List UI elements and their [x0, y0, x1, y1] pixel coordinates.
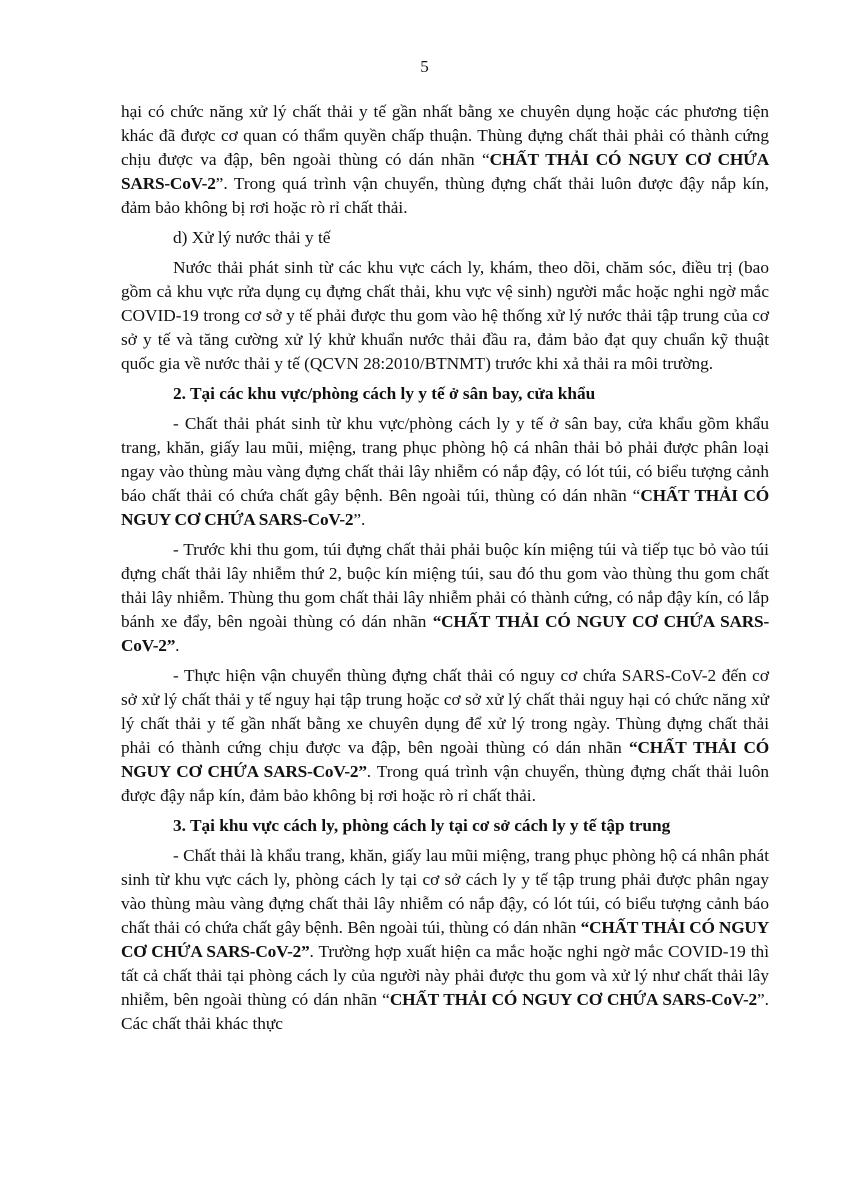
section-heading-quarantine: 3. Tại khu vực cách ly, phòng cách ly tại cơ sở cách ly y tế tập trung — [173, 816, 671, 835]
warning-label: “CHẤT THẢI CÓ NGUY CƠ CHỨA SARS-CoV-2” — [121, 612, 769, 655]
warning-label: CHẤT THẢI CÓ NGUY CƠ CHỨA SARS-CoV-2 — [389, 990, 757, 1009]
warning-label: CHẤT THẢI CÓ NGUY CƠ CHỨA SARS-CoV-2 — [121, 150, 769, 193]
paragraph-airport-collection: - Trước khi thu gom, túi đựng chất thải phải buộc kín miệng túi và tiếp tục bỏ vào túi đựng chất thải lây nhiễm thứ 2, buộc kín miệng túi, sau đó thu gom vào thùng thu gom chất thải lây nhiễm. Thùng thu gom chất thải lây nhiễm phải có thành cứng, có nắp đậy kín, có lắp bánh xe đẩy, bên ngoài thùng có dán nhãn “CHẤT THẢI CÓ NGUY CƠ CHỨA SARS-CoV-2”. — [121, 540, 769, 655]
paragraph-quarantine-waste: - Chất thải là khẩu trang, khăn, giấy lau mũi miệng, trang phục phòng hộ cá nhân phát sinh từ khu vực cách ly, phòng cách ly tại cơ sở cách ly y tế tập trung phải được phân ngay vào thùng màu vàng đựng chất thải lây nhiễm có nắp đậy, có lót túi, có biểu tượng cảnh báo chất thải có chứa chất gây bệnh. Bên ngoài túi, thùng có dán nhãn “CHẤT THẢI CÓ NGUY CƠ CHỨA SARS-CoV-2”. Trường hợp xuất hiện ca mắc hoặc nghi ngờ mắc COVID-19 thì tất cả chất thải tại phòng cách ly của người này phải được thu gom và xử lý như chất thải lây nhiễm, bên ngoài thùng có dán nhãn “CHẤT THẢI CÓ NGUY CƠ CHỨA SARS-CoV-2”. Các chất thải khác thực — [121, 846, 769, 1033]
warning-label: “CHẤT THẢI CÓ NGUY CƠ CHỨA SARS-CoV-2” — [121, 918, 769, 961]
paragraph-transport-continuation: hại có chức năng xử lý chất thải y tế gần nhất bằng xe chuyên dụng hoặc các phương tiện khác đã được cơ quan có thẩm quyền chấp thuận. Thùng đựng chất thải phải có thành cứng chịu được va đập, bên ngoài thùng có dán nhãn “CHẤT THẢI CÓ NGUY CƠ CHỨA SARS-CoV-2”. Trong quá trình vận chuyển, thùng đựng chất thải luôn được đậy nắp kín, đảm bảo không bị rơi hoặc rò rỉ chất thải. — [121, 102, 769, 217]
page-body — [121, 100, 769, 1042]
paragraph-wastewater: Nước thải phát sinh từ các khu vực cách ly, khám, theo dõi, chăm sóc, điều trị (bao gồm cả khu vực rửa dụng cụ đựng chất thải, khu vực vệ sinh) người mắc hoặc nghi ngờ mắc COVID-19 trong cơ sở y tế phải được thu gom vào hệ thống xử lý nước thải tập trung của cơ sở y tế và tăng cường xử lý khử khuẩn nước thải đầu ra, đảm bảo đạt quy chuẩn kỹ thuật quốc gia về nước thải y tế (QCVN 28:2010/BTNMT) trước khi xả thải ra môi trường. — [121, 258, 769, 373]
paragraph-airport-transport: - Thực hiện vận chuyển thùng đựng chất thải có nguy cơ chứa SARS-CoV-2 đến cơ sở xử lý chất thải y tế nguy hại tập trung hoặc cơ sở xử lý chất thải nguy hại có chức năng xử lý chất thải y tế gần nhất bằng xe chuyên dụng để xử lý trong ngày. Thùng đựng chất thải phải có thành cứng chịu được va đập, bên ngoài thùng có dán nhãn “CHẤT THẢI CÓ NGUY CƠ CHỨA SARS-CoV-2”. Trong quá trình vận chuyển, thùng đựng chất thải luôn được đậy nắp kín, đảm bảo không bị rơi hoặc rò rỉ chất thải. — [121, 666, 769, 805]
subheading-wastewater: d) Xử lý nước thải y tế — [173, 228, 331, 247]
paragraph-airport-waste: - Chất thải phát sinh từ khu vực/phòng cách ly y tế ở sân bay, cửa khẩu gồm khẩu trang, khăn, giấy lau mũi, miệng, trang phục phòng hộ cá nhân thải bỏ phải được phân loại ngay vào thùng màu vàng đựng chất thải lây nhiễm có nắp đậy, có lót túi, có biểu tượng cảnh báo chất thải có chứa chất gây bệnh. Bên ngoài túi, thùng có dán nhãn “CHẤT THẢI CÓ NGUY CƠ CHỨA SARS-CoV-2”. — [121, 414, 769, 529]
warning-label: CHẤT THẢI CÓ NGUY CƠ CHỨA SARS-CoV-2 — [121, 486, 769, 529]
section-heading-airport: 2. Tại các khu vực/phòng cách ly y tế ở sân bay, cửa khẩu — [173, 384, 596, 403]
warning-label: “CHẤT THẢI CÓ NGUY CƠ CHỨA SARS-CoV-2” — [121, 738, 769, 781]
page-number: 5 — [420, 57, 429, 76]
